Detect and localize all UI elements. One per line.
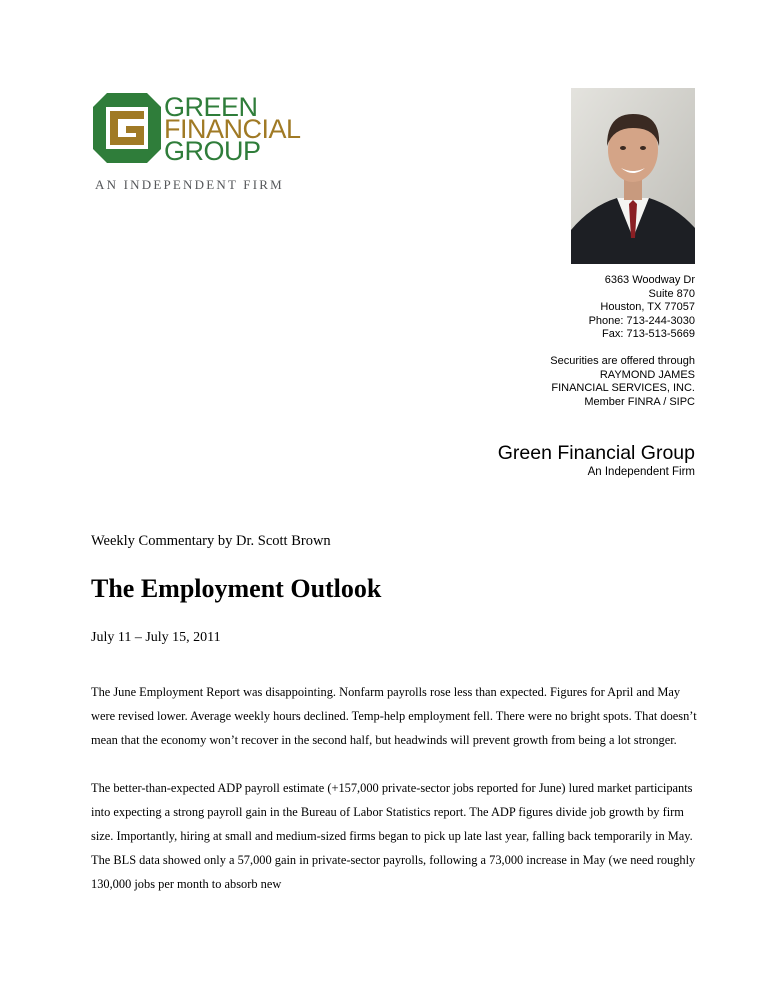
firm-name: Green Financial Group (497, 442, 695, 464)
disclosure-line-2: RAYMOND JAMES (599, 368, 695, 381)
logo-word-group: GROUP (164, 136, 261, 166)
address-suite: Suite 870 (648, 287, 695, 300)
article-dates: July 11 – July 15, 2011 (91, 630, 221, 645)
firm-subtitle: An Independent Firm (587, 466, 695, 478)
article-paragraph-2: The better-than-expected ADP payroll estimate (+157,000 private-sector jobs reported for June) lured market participants into expecting a strong payroll gain in the Bureau of Labor Statistics report. The ADP figures divide job growth by firm size. Importantly, hiring at small and medium-sized firms began to pick up late last year, falling back temporarily in May. The BLS data showed only a 57,000 gain in private-sector payrolls, following a 73,000 increase in May (we need roughly 130,000 jobs per month to absorb new (91, 781, 696, 891)
disclosure-line-3: FINANCIAL SERVICES, INC. (551, 382, 695, 395)
contact-spacer (550, 342, 695, 355)
logo-word-green: GREEN (164, 92, 258, 122)
logo-tagline: AN INDEPENDENT FIRM (95, 177, 284, 192)
logo-word-financial: FINANCIAL (164, 114, 301, 144)
article-byline: Weekly Commentary by Dr. Scott Brown (91, 533, 331, 549)
firm-heading (498, 441, 695, 479)
article-body (91, 680, 703, 920)
contact-block (550, 274, 695, 409)
article-paragraph-1: The June Employment Report was disappointing. Nonfarm payrolls rose less than expected. Figures for April and May were revised lower. Average weekly hours declined. Temp-help employment fell. There were no bright spots. That doesn’t mean that the economy won’t recover in the second half, but headwinds will prevent growth from being a lot stronger. (91, 685, 697, 747)
logo-emblem-icon (93, 93, 161, 163)
address-city: Houston, TX 77057 (600, 301, 695, 314)
address-street: 6363 Woodway Dr (604, 274, 695, 286)
advisor-portrait-photo (571, 88, 695, 264)
portrait-illustration (571, 88, 695, 264)
fax-number: Fax: 713-513-5669 (602, 328, 695, 341)
disclosure-line-4: Member FINRA / SIPC (584, 395, 695, 408)
phone-number: Phone: 713-244-3030 (588, 314, 695, 327)
green-financial-group-logo (93, 93, 300, 193)
disclosure-line-1: Securities are offered through (550, 354, 695, 367)
article-title: The Employment Outlook (91, 574, 382, 603)
